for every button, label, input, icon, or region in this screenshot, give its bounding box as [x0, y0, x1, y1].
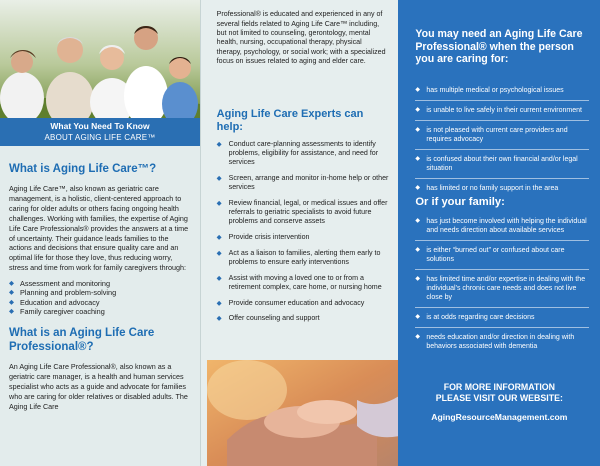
banner-subtitle: ABOUT AGING LIFE CARE™ [44, 133, 156, 142]
banner-title: What You Need To Know [50, 121, 150, 131]
list-item: ◆ Family caregiver coaching [9, 307, 193, 316]
more-info-line1: FOR MORE INFORMATION [443, 382, 555, 392]
list-item: ◆ Assist with moving a loved one to or from a retirement complex, care home, or nursing home [217, 274, 393, 292]
list-item: ◆ has limited time and/or expertise in dealing with the individual’s chronic care needs and does not live close by [415, 275, 589, 308]
title-banner [0, 118, 200, 146]
more-info-block [398, 382, 600, 422]
list-item: ◆ Act as a liaison to families, alerting them early to problems to ensure early interventions [217, 249, 393, 267]
panel-middle [201, 0, 399, 466]
experts-list [217, 140, 393, 330]
list-item: ◆ has multiple medical or psychological issues [415, 86, 589, 101]
section-body-professional: An Aging Life Care Professional®, also known as a geriatric care manager, is a health and human services specialist who acts as a guide and advocate for families who are caring for older relatives or disabled adults. The Aging Life Care [9, 362, 188, 411]
may-need-heading: You may need an Aging Life Care Professional® when the person you are caring for: [415, 28, 583, 66]
hands-photo [207, 360, 399, 466]
website-link[interactable]: AgingResourceManagement.com [431, 412, 568, 422]
panel-left [0, 0, 201, 466]
panel-right [398, 0, 600, 466]
list-item: ◆ Provide consumer education and advocacy [217, 299, 393, 308]
list-item: ◆ has limited or no family support in the area [415, 184, 589, 193]
list-item: ◆ is confused about their own financial and/or legal situation [415, 155, 589, 179]
list-item: ◆ Assessment and monitoring [9, 279, 193, 288]
family-needs-list [415, 217, 589, 351]
section-heading-what-is: What is Aging Life Care™? [9, 163, 157, 175]
family-photo [0, 0, 200, 118]
person-needs-list [415, 86, 589, 193]
list-item: ◆ needs education and/or direction in dealing with behaviors associated with dementia [415, 333, 589, 351]
family-heading: Or if your family: [415, 196, 505, 208]
experts-heading: Aging Life Care Experts can help: [216, 108, 364, 133]
list-item: ◆ Conduct care-planning assessments to identify problems, eligibility for assistance, and need for services [217, 140, 393, 168]
list-item: ◆ Planning and problem-solving [9, 288, 193, 297]
panel-left-body [9, 152, 193, 412]
list-item: ◆ Provide crisis intervention [217, 233, 393, 242]
list-item: ◆ is either “burned out” or confused about care solutions [415, 246, 589, 270]
section-heading-professional: What is an Aging Life Care Professional®? [9, 327, 155, 354]
list-item: ◆ Education and advocacy [9, 298, 193, 307]
more-info-line2: PLEASE VISIT OUR WEBSITE: [435, 393, 563, 403]
list-item: ◆ Review financial, legal, or medical issues and offer referrals to geriatric specialists to avoid future problems and conserve assets [217, 199, 393, 227]
list-item: ◆ Screen, arrange and monitor in-home help or other services [217, 174, 393, 192]
services-list [9, 279, 193, 316]
list-item: ◆ has just become involved with helping the individual and needs direction about available services [415, 217, 589, 241]
section-body-what-is: Aging Life Care™, also known as geriatric care management, is a holistic, client-centered approach to caring for older adults or others facing ongoing health challenges. Working with families, the expertise of Aging Life Care Professionals® provides the answers at a time of uncertainty. Their guidance leads families to the actions and decisions that ensure quality care and an optimal life for those they love, thus reducing worry, stress and time from work for family caregivers through: [9, 184, 189, 273]
list-item: ◆ is not pleased with current care providers and requires advocacy [415, 126, 589, 150]
list-item: ◆ is unable to live safely in their current environment [415, 106, 589, 121]
professional-intro: Professional® is educated and experienced in any of several fields related to Aging Life Care™ including, but not limited to counseling, gerontology, mental health, nursing, occupational therapy, physical therapy, psychology, or social work; with a specialized focus on issues related to aging and elder care. [216, 10, 386, 66]
list-item: ◆ is at odds regarding care decisions [415, 313, 589, 328]
list-item: ◆ Offer counseling and support [217, 314, 393, 323]
